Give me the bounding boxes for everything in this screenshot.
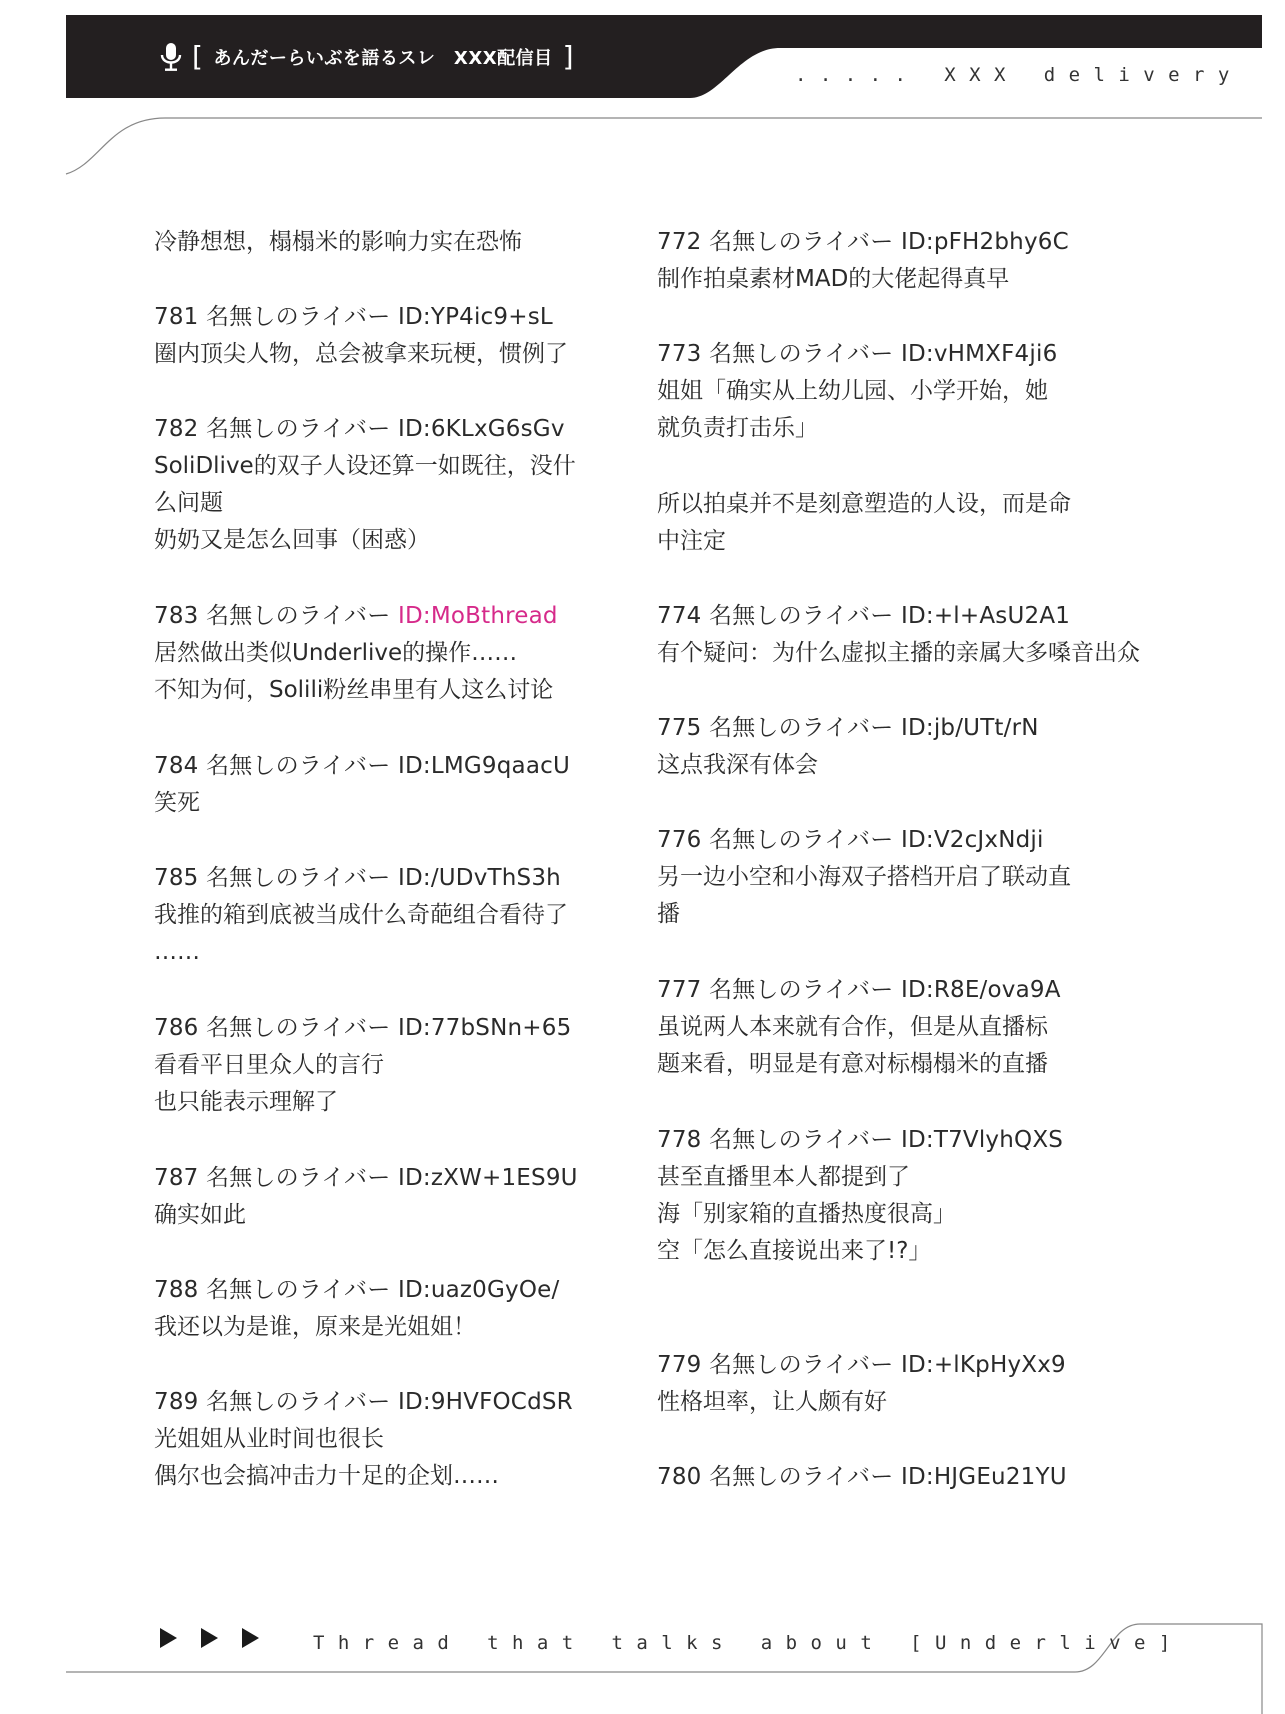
post-text-line: 不知为何，Solili粉丝串里有人这么讨论 <box>154 677 554 703</box>
post <box>154 1160 644 1234</box>
bracket-close: ] <box>562 40 575 73</box>
post-number-name: 776 名無しのライバー ID:V2cJxNdji <box>657 827 1044 853</box>
post <box>154 411 644 559</box>
footer-text: T h r e a d t h a t t a l k s a b o u t [ U n d e r l i v e ] <box>313 1632 1172 1654</box>
post-text-line: 另一边小空和小海双子搭档开启了联动直 <box>657 864 1071 890</box>
post-text-line: 居然做出类似Underlive的操作…… <box>154 640 518 666</box>
post <box>154 748 644 822</box>
post-text-line: 题来看，明显是有意对标榻榻米的直播 <box>657 1051 1048 1077</box>
post-header <box>657 1459 1147 1496</box>
post-header <box>657 336 1147 373</box>
post-text-line: 光姐姐从业时间也很长 <box>154 1426 384 1452</box>
post-text-line: 冷静想想，榻榻米的影响力实在恐怖 <box>154 229 522 255</box>
thread-title: あんだーらいぶを語るスレ XXX配信目 <box>213 48 553 69</box>
post <box>154 1272 644 1346</box>
post-text-line: 我还以为是谁，原来是光姐姐！ <box>154 1314 476 1340</box>
post-number-name: 782 名無しのライバー ID:6KLxG6sGv <box>154 416 565 442</box>
post-number-name: 775 名無しのライバー ID:jb/UTt/rN <box>657 715 1039 741</box>
post-text-line: 所以拍桌并不是刻意塑造的人设，而是命 <box>657 491 1071 517</box>
post <box>657 224 1147 298</box>
post-text-line: 制作拍桌素材MAD的大佬起得真早 <box>657 266 1010 292</box>
play-arrow-icon <box>160 1628 177 1648</box>
post <box>657 710 1147 784</box>
post-text-line: 也只能表示理解了 <box>154 1089 338 1115</box>
post-text-line: 偶尔也会搞冲击力十足的企划…… <box>154 1463 499 1489</box>
post-header <box>657 224 1147 261</box>
post-text-line: SoliDlive的双子人设还算一如既往，没什 <box>154 453 576 479</box>
post <box>657 1122 1147 1270</box>
post <box>657 1347 1147 1421</box>
post-header <box>657 822 1147 859</box>
header-rule <box>66 118 1262 174</box>
post-header <box>657 598 1147 635</box>
post-number-name: 789 名無しのライバー ID:9HVFOCdSR <box>154 1389 573 1415</box>
post-number-name: 784 名無しのライバー ID:LMG9qaacU <box>154 753 570 779</box>
post-header <box>154 1010 644 1047</box>
post <box>154 598 644 709</box>
post-header <box>657 972 1147 1009</box>
post-text-line: 空「怎么直接说出来了!?」 <box>657 1238 932 1264</box>
play-arrow-icon <box>242 1628 259 1648</box>
post-text-line: 性格坦率，让人颇有好 <box>657 1389 887 1415</box>
post-number-name: 780 名無しのライバー ID:HJGEu21YU <box>657 1464 1067 1490</box>
post-header <box>154 1272 644 1309</box>
post-text-line: 圈内顶尖人物，总会被拿来玩梗，惯例了 <box>154 341 568 367</box>
header-title <box>160 41 574 73</box>
post-text-line: 我推的箱到底被当成什么奇葩组合看待了 <box>154 902 568 928</box>
post <box>657 486 1147 560</box>
post-number-name: 779 名無しのライバー ID:+lKpHyXx9 <box>657 1352 1066 1378</box>
post-header <box>154 411 644 448</box>
post-text-line: 海「别家箱的直播热度很高」 <box>657 1201 956 1227</box>
post <box>657 598 1147 672</box>
post-number-name: 774 名無しのライバー ID:+l+AsU2A1 <box>657 603 1071 629</box>
post-text-line: 奶奶又是怎么回事（困惑） <box>154 527 430 553</box>
post-text-line: 播 <box>657 901 680 927</box>
post-header <box>657 1347 1147 1384</box>
post-number-name: 787 名無しのライバー ID:zXW+1ES9U <box>154 1165 578 1191</box>
post-id-highlighted: ID:MoBthread <box>397 603 558 629</box>
post-number-name: 777 名無しのライバー ID:R8E/ova9A <box>657 977 1061 1003</box>
post-number-name: 785 名無しのライバー ID:/UDvThS3h <box>154 865 561 891</box>
footer-arrows <box>160 1628 259 1648</box>
post-text-line: 么问题 <box>154 490 223 516</box>
post-text-line: 这点我深有体会 <box>657 752 818 778</box>
post <box>154 860 644 971</box>
post-text-line: 看看平日里众人的言行 <box>154 1052 384 1078</box>
post-number-name: 783 名無しのライバー <box>154 603 398 629</box>
post-number-name: 788 名無しのライバー ID:uaz0GyOe/ <box>154 1277 560 1303</box>
post-text-line: …… <box>154 939 200 965</box>
post-header <box>154 1384 644 1421</box>
post-header <box>154 1160 644 1197</box>
post-text-line: 虽说两人本来就有合作，但是从直播标 <box>657 1014 1048 1040</box>
play-arrow-icon <box>201 1628 218 1648</box>
post-header <box>657 710 1147 747</box>
post <box>154 1010 644 1121</box>
post <box>154 1384 644 1495</box>
post-number-name: 773 名無しのライバー ID:vHMXF4ji6 <box>657 341 1058 367</box>
post-number-name: 786 名無しのライバー ID:77bSNn+65 <box>154 1015 572 1041</box>
post-number-name: 772 名無しのライバー ID:pFH2bhy6C <box>657 229 1069 255</box>
post-number-name: 778 名無しのライバー ID:T7VlyhQXS <box>657 1127 1064 1153</box>
post-text-line: 中注定 <box>657 528 726 554</box>
post <box>657 822 1147 933</box>
post-text-line: 有个疑问：为什么虚拟主播的亲属大多嗓音出众 <box>657 640 1140 666</box>
post <box>657 1459 1147 1496</box>
post-text-line: 笑死 <box>154 790 200 816</box>
post <box>154 224 644 261</box>
post <box>154 299 644 373</box>
post-header <box>154 860 644 897</box>
header-tagline: . . . . . X X X d e l i v e r y <box>795 64 1231 86</box>
post-text-line: 确实如此 <box>154 1202 246 1228</box>
post <box>657 336 1147 447</box>
bracket-open: [ <box>192 40 204 73</box>
post-text-line: 姐姐「确实从上幼儿园、小学开始，她 <box>657 378 1048 404</box>
post <box>657 972 1147 1083</box>
microphone-icon <box>160 42 182 72</box>
post-text-line: 就负责打击乐」 <box>657 415 818 441</box>
post-number-name: 781 名無しのライバー ID:YP4ic9+sL <box>154 304 553 330</box>
post-header <box>657 1122 1147 1159</box>
post-text-line: 甚至直播里本人都提到了 <box>657 1164 910 1190</box>
post-header <box>154 299 644 336</box>
post-header <box>154 748 644 785</box>
post-header <box>154 598 644 635</box>
